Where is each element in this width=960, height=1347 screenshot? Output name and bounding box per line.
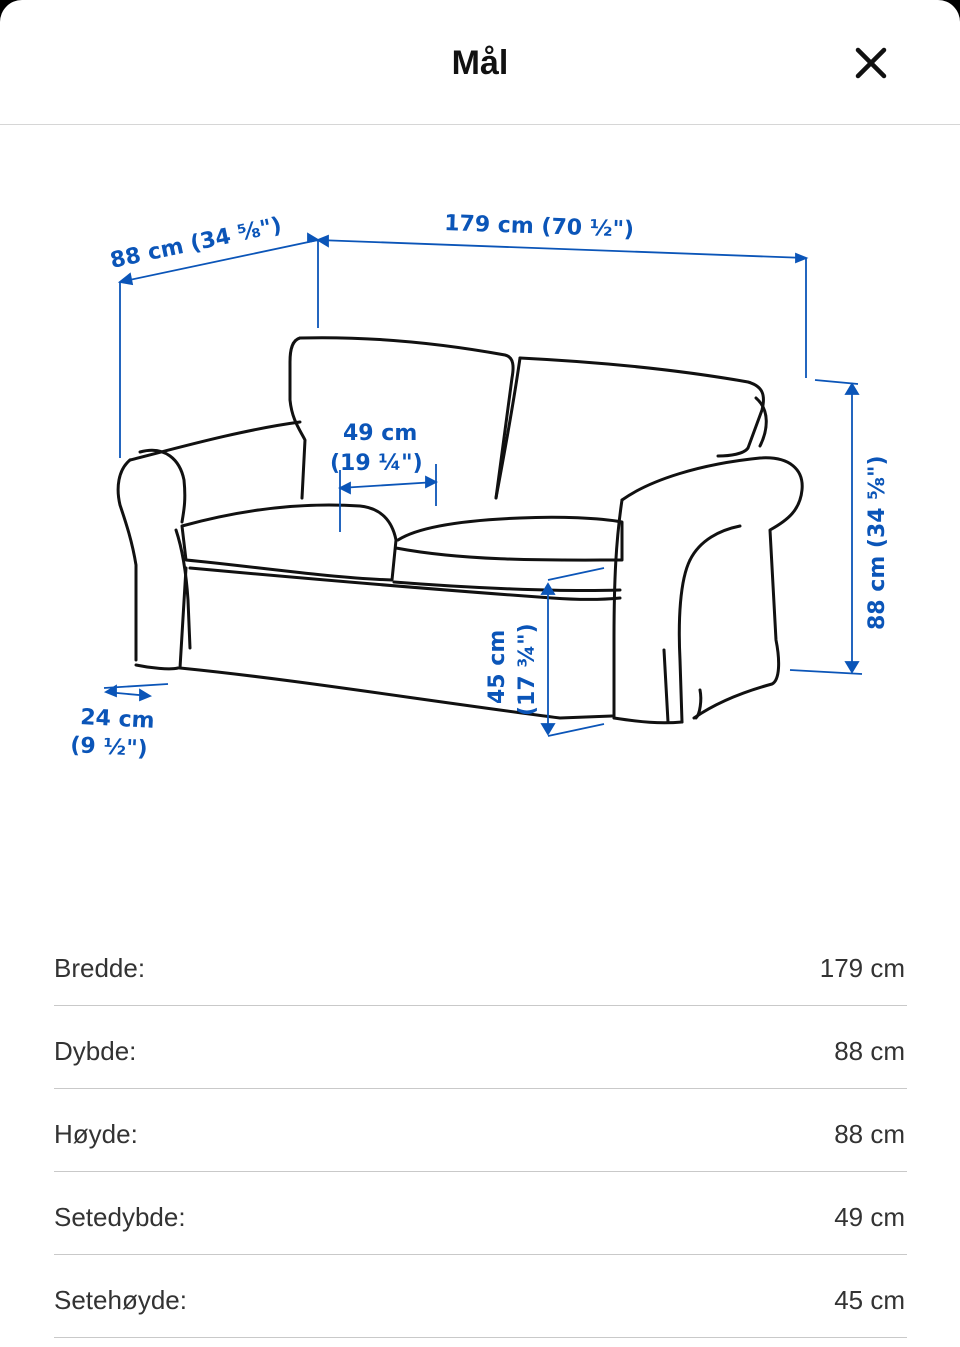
seat-depth-label-line1: 49 cm xyxy=(343,421,418,446)
dimension-lines xyxy=(104,234,862,736)
spec-value: 49 cm xyxy=(834,1202,905,1232)
seat-height-label-line1: 45 cm xyxy=(485,629,510,704)
spec-value: 179 cm xyxy=(819,953,905,983)
spec-row-seat-depth xyxy=(54,1172,907,1255)
sofa-illustration xyxy=(0,170,960,790)
sofa-drawing xyxy=(0,170,960,790)
leg-label-line2: (9 ½") xyxy=(69,733,149,763)
spec-value: 88 cm xyxy=(834,1119,905,1149)
sofa-outline xyxy=(118,338,802,723)
page-title: Mål xyxy=(451,44,509,82)
leg-label-line1: 24 cm xyxy=(79,705,156,734)
spec-label: Høyde: xyxy=(54,1119,138,1149)
depth-top-label: 88 cm (34 ⅝") xyxy=(108,213,284,274)
spec-value: 88 cm xyxy=(834,1036,905,1066)
specs-list xyxy=(54,923,907,1338)
spec-value: 45 cm xyxy=(834,1285,905,1315)
width-label: 179 cm (70 ½") xyxy=(443,211,635,243)
close-icon xyxy=(846,38,896,88)
seat-depth-label-line2: (19 ¼") xyxy=(330,451,423,476)
spec-row-height xyxy=(54,1089,907,1172)
spec-row-width xyxy=(54,923,907,1006)
sheet-header xyxy=(0,0,960,125)
close-button[interactable] xyxy=(846,38,896,88)
spec-label: Setedybde: xyxy=(54,1202,186,1232)
spec-label: Dybde: xyxy=(54,1036,137,1066)
spec-row-seat-height xyxy=(54,1255,907,1338)
height-label: 88 cm (34 ⅝") xyxy=(865,455,890,630)
spec-label: Bredde: xyxy=(54,953,146,983)
spec-label: Setehøyde: xyxy=(54,1285,187,1315)
spec-row-depth xyxy=(54,1006,907,1089)
seat-height-label-line2: (17 ¾") xyxy=(515,623,540,716)
